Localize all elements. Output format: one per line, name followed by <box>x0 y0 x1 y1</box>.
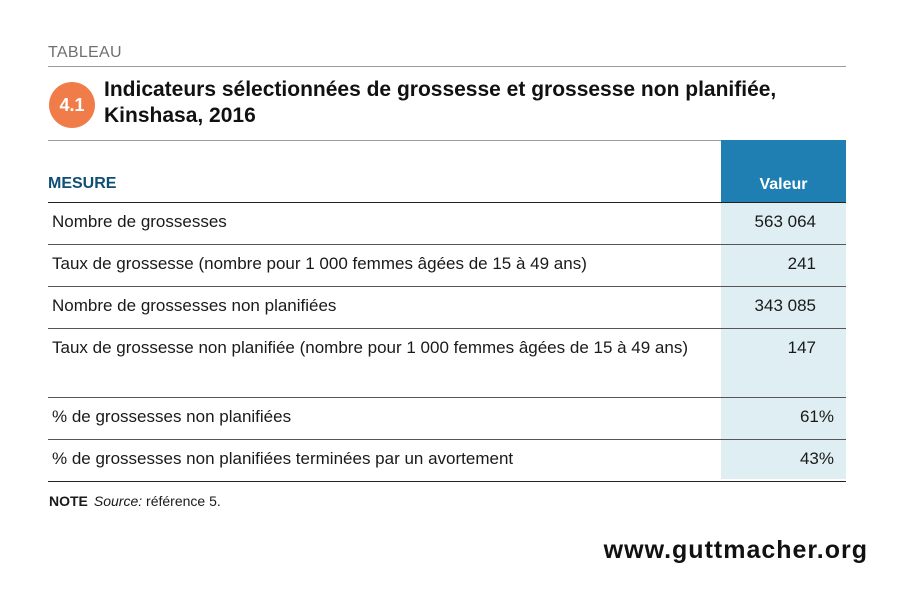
table-row <box>48 286 846 328</box>
row-value: 61% <box>799 407 834 426</box>
row-value: 241 <box>787 254 816 273</box>
row-value: 563 064 <box>754 212 816 231</box>
note-source-text: référence 5. <box>142 493 221 509</box>
table-row <box>48 328 846 397</box>
table-row <box>48 397 846 439</box>
row-label: % de grossesses non planifiées terminées par un avortement <box>52 449 514 468</box>
row-label: Nombre de grossesses non planifiées <box>52 296 337 315</box>
row-value: 43% <box>799 449 834 468</box>
measure-column-header: MESURE <box>48 175 117 192</box>
table-row <box>48 202 846 244</box>
table-kicker: TABLEAU <box>48 44 122 61</box>
row-value: 147 <box>787 338 816 357</box>
table-row <box>48 439 846 481</box>
row-label: Taux de grossesse non planifiée (nombre pour 1 000 femmes âgées de 15 à 49 ans) <box>52 338 689 357</box>
table-title: Indicateurs sélectionnées de grossesse et grossesse non planifiée, Kinshasa, 2016 <box>104 78 777 127</box>
row-label: % de grossesses non planifiées <box>52 407 292 426</box>
data-table <box>48 202 846 482</box>
row-value: 343 085 <box>754 296 816 315</box>
note-key: NOTE <box>49 493 88 509</box>
table-row <box>48 244 846 286</box>
value-column-header: Valeur <box>721 140 846 202</box>
table-number-badge: 4.1 <box>49 82 95 128</box>
top-rule <box>48 66 846 67</box>
website-url[interactable]: www.guttmacher.org <box>603 536 868 564</box>
row-label: Taux de grossesse (nombre pour 1 000 femmes âgées de 15 à 49 ans) <box>52 254 587 273</box>
table-bottom-rule <box>48 481 846 482</box>
table-note <box>49 493 221 509</box>
row-label: Nombre de grossesses <box>52 212 227 231</box>
note-source-label: Source: <box>93 493 143 509</box>
title-rule <box>48 140 722 141</box>
